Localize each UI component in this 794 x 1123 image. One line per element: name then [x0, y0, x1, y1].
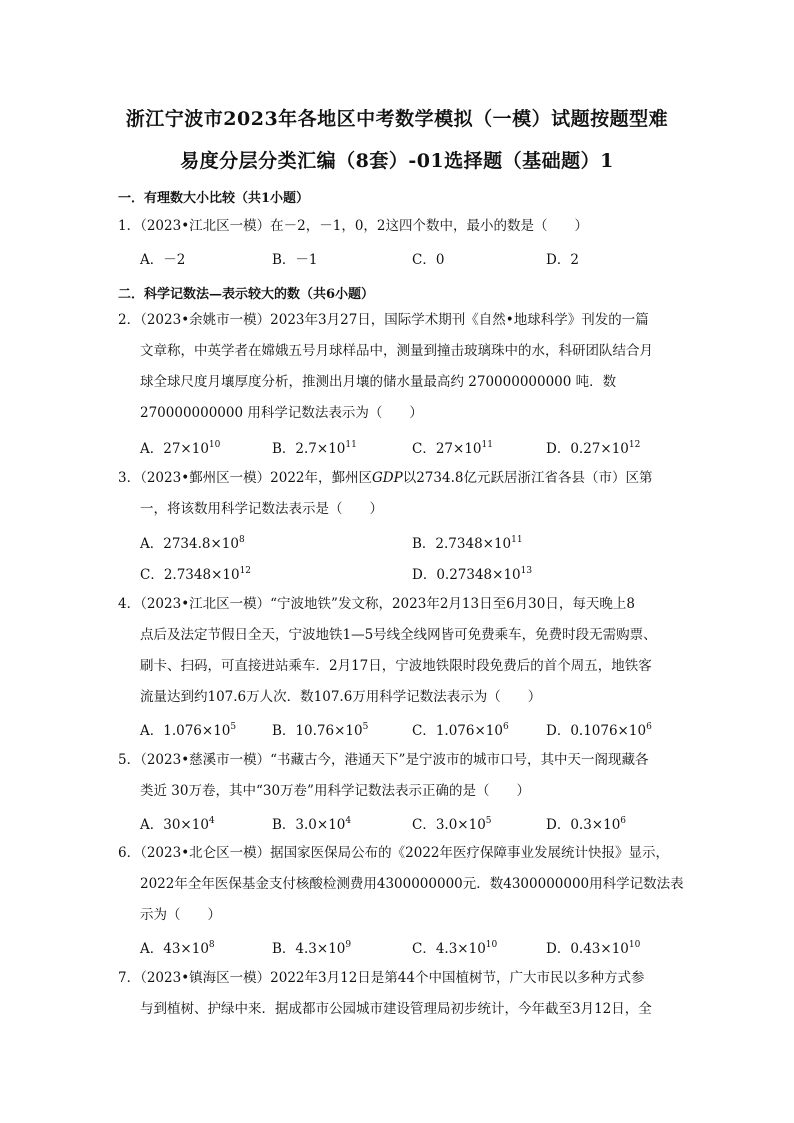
question-2-line-4: 270000000000 用科学记数法表示为（ ）	[140, 405, 423, 421]
question-2-line-1: 2．（2023•余姚市一模）2023年3月27日，国际学术期刊《自然•地球科学》刊发的一篇	[118, 312, 649, 328]
q3-option-d: D．$0.27348\times 10^{13}$	[412, 566, 533, 583]
question-7-line-2: 与到植树、护绿中来．据成都市公园城市建设管理局初步统计，今年截至3月12日，全	[140, 1001, 652, 1017]
question-3-line-1: 3．（2023•鄞州区一模）2022年，鄞州区GDP以2734.8亿元跃居浙江省各县（市）区第	[118, 470, 653, 486]
question-4	[118, 589, 690, 713]
q6-option-d: D．$0.43\times 10^{10}$	[546, 940, 641, 957]
q1-option-a: A．－2	[140, 252, 186, 268]
question-2	[118, 305, 690, 429]
q2-option-c: C．$27\times 10^{11}$	[412, 440, 493, 457]
q5-option-c: C．$3.0\times 10^5$	[412, 816, 492, 833]
question-4-line-1: 4．（2023•江北区一模）“宁波地铁”发文称，2023年2月13日至6月30日，每天晚上8	[118, 596, 635, 612]
section-heading-2: 二．科学记数法—表示较大的数（共6小题）	[118, 287, 375, 302]
q1-option-b: B．－1	[272, 252, 318, 268]
q1-option-c: C．0	[412, 252, 445, 268]
q4-option-b: B．$10.76\times 10^5$	[272, 722, 369, 739]
q5-option-a: A．$30\times 10^4$	[140, 816, 215, 833]
question-3	[118, 463, 690, 525]
q2-option-d: D．$0.27\times 10^{12}$	[546, 440, 641, 457]
q4-option-c: C．$1.076\times 10^6$	[412, 722, 509, 739]
q3-option-b: B．$2.7348\times 10^{11}$	[412, 535, 523, 552]
question-4-line-3: 刷卡、扫码，可直接进站乘车．2月17日，宁波地铁限时段免费后的首个周五，地铁客	[140, 658, 652, 674]
question-7-line-1: 7．（2023•镇海区一模）2022年3月12日是第44个中国植树节，广大市民以多种方式参	[118, 970, 645, 986]
question-5	[118, 745, 690, 807]
q4-option-a: A．$1.076\times 10^5$	[140, 722, 237, 739]
q5-option-d: D．$0.3\times 10^6$	[546, 816, 627, 833]
question-6-line-1: 6．（2023•北仑区一模）据国家医保局公布的《2022年医疗保障事业发展统计快报》显示，	[118, 845, 670, 861]
q3-option-c: C．$2.7348\times 10^{12}$	[140, 566, 252, 583]
question-7	[118, 963, 690, 1025]
page-title-line-2: 易度分层分类汇编（8套）-01选择题（基础题）1	[180, 150, 614, 172]
page-title-line-1: 浙江宁波市2023年各地区中考数学模拟（一模）试题按题型难	[125, 108, 669, 130]
q2-option-b: B．$2.7\times 10^{11}$	[272, 440, 357, 457]
question-5-line-1: 5．（2023•慈溪市一模）“书藏古今，港通天下”是宁波市的城市口号，其中天一阁现藏各	[118, 752, 649, 768]
question-4-line-2: 点后及法定节假日全天，宁波地铁1—5号线全线网皆可免费乘车，免费时段无需购票、	[140, 627, 657, 643]
question-1-text: 1．（2023•江北区一模）在－2，－1，0，2这四个数中，最小的数是（ ）	[118, 218, 589, 234]
q6-option-a: A．$43\times 10^8$	[140, 940, 215, 957]
q6-option-c: C．$4.3\times 10^{10}$	[412, 940, 498, 957]
question-5-line-2: 类近 30万卷，其中“30万卷”用科学记数法表示正确的是（ ）	[140, 783, 530, 799]
question-6	[118, 838, 690, 931]
q1-option-d: D．2	[546, 252, 579, 268]
q5-option-b: B．$3.0\times 10^4$	[272, 816, 352, 833]
question-6-line-2: 2022年全年医保基金支付核酸检测费用4300000000元．数4300000000用科学记数法表	[140, 876, 684, 892]
question-2-line-3: 球全球尺度月壤厚度分析，推测出月壤的储水量最高约 270000000000 吨．数	[140, 374, 617, 390]
question-6-line-3: 示为（ ）	[140, 907, 221, 923]
question-4-line-4: 流量达到约107.6万人次．数107.6万用科学记数法表示为（ ）	[140, 689, 542, 705]
q2-option-a: A．$27\times 10^{10}$	[140, 440, 221, 457]
q3-option-a: A．$2734.8\times 10^8$	[140, 535, 245, 552]
question-1	[118, 211, 690, 242]
question-3-line-2: 一，将该数用科学记数法表示是（ ）	[140, 501, 383, 517]
q6-option-b: B．$4.3\times 10^9$	[272, 940, 352, 957]
section-heading-1: 一．有理数大小比较（共1小题）	[118, 191, 310, 206]
question-2-line-2: 文章称，中英学者在嫦娥五号月球样品中，测量到撞击玻璃珠中的水，科研团队结合月	[140, 343, 653, 359]
q4-option-d: D．$0.1076\times 10^6$	[546, 722, 652, 739]
